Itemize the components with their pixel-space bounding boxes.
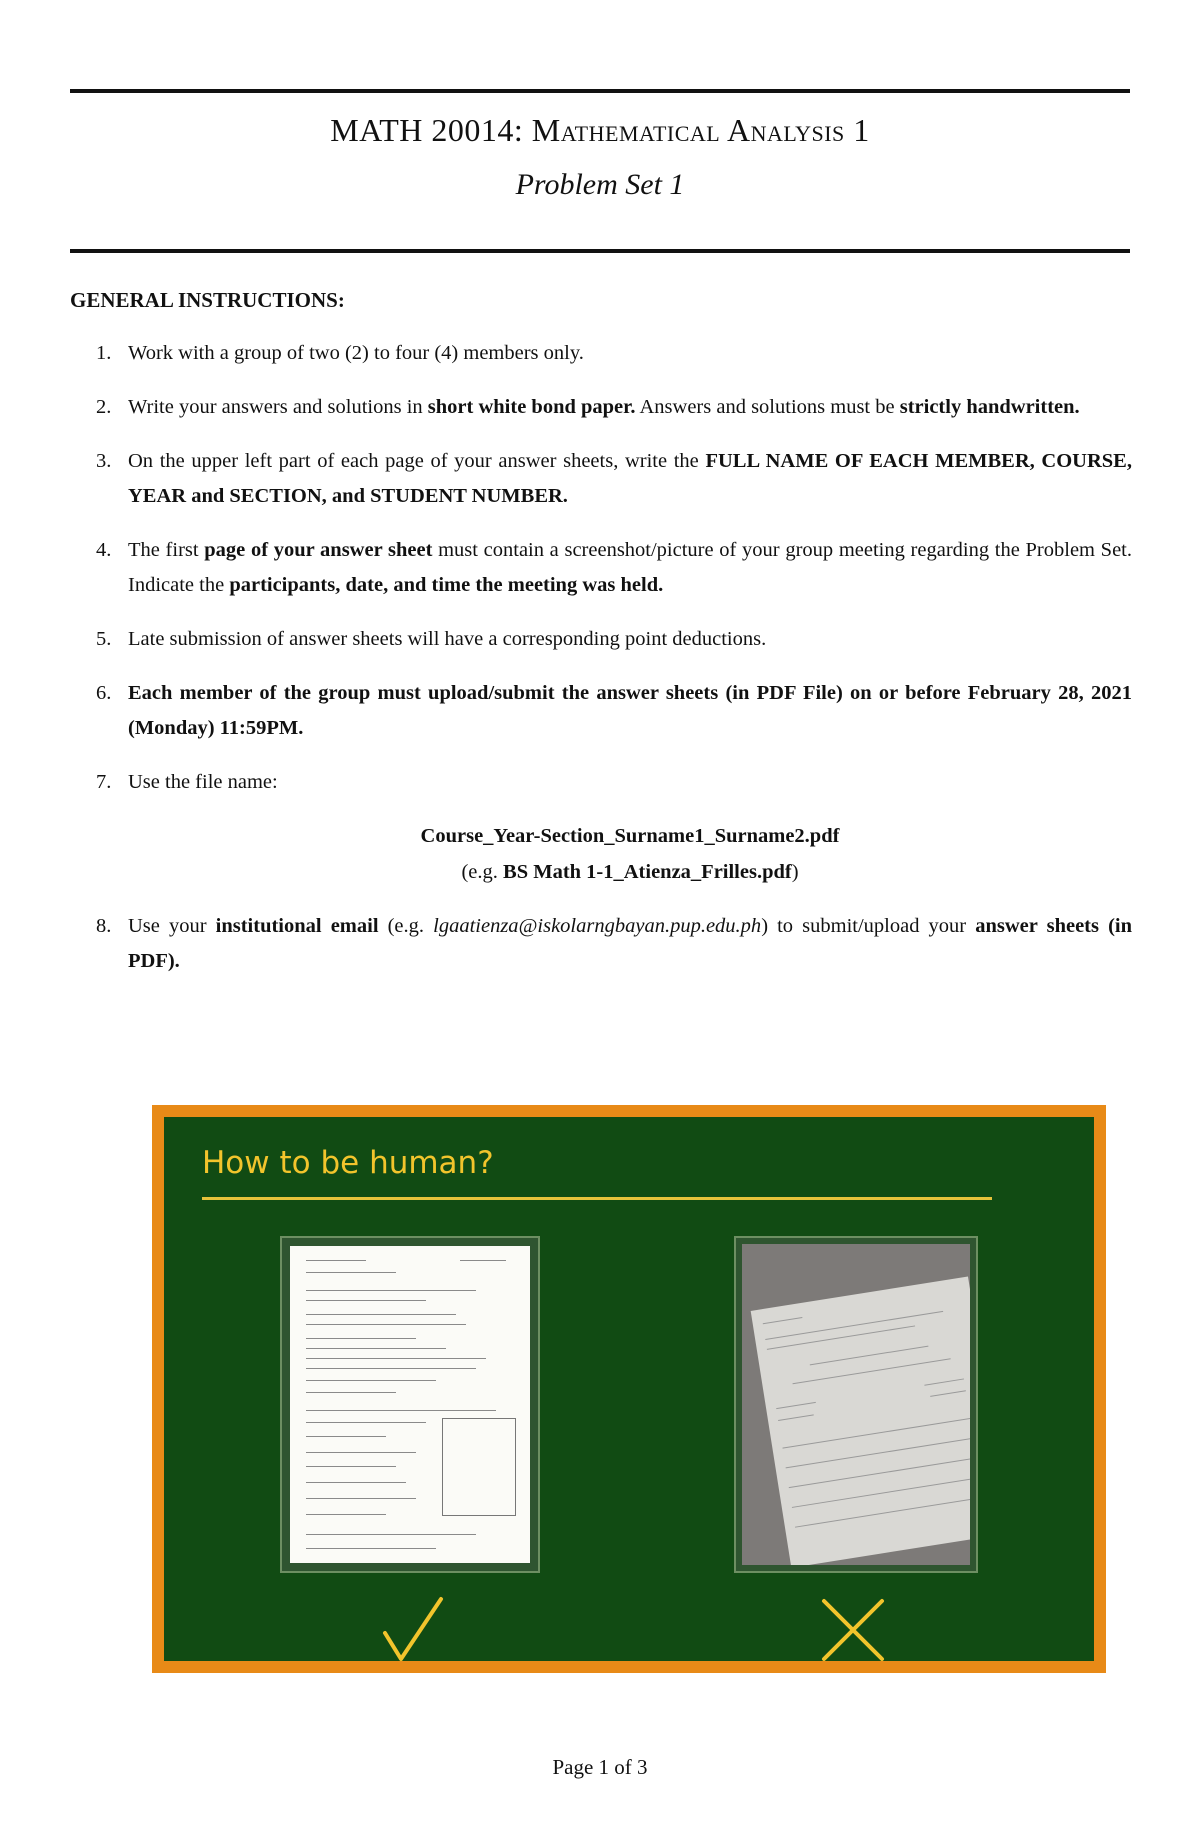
check-mark-icon bbox=[379, 1595, 449, 1665]
filename-example: (e.g. BS Math 1-1_Atienza_Frilles.pdf) bbox=[461, 861, 799, 883]
instruction-item-8: 8. Use your institutional email (e.g. lgaatienza@iskolarngbayan.pup.edu.ph) to submit/upload your answer sheets (in PDF). bbox=[96, 915, 1132, 972]
page-number: Page 1 of 3 bbox=[552, 1755, 648, 1779]
filename-template: Course_Year-Section_Surname1_Surname2.pdf bbox=[420, 825, 840, 847]
course-code: MATH 20014: bbox=[330, 112, 524, 148]
page-subtitle: Problem Set 1 bbox=[515, 168, 685, 201]
chalkboard-figure bbox=[152, 1105, 1106, 1673]
instruction-item-6: 6. Each member of the group must upload/submit the answer sheets (in PDF File) on or before February 28, 2021 (Monday) 11:59PM. bbox=[96, 682, 1132, 739]
title-underline bbox=[202, 1197, 992, 1200]
chalkboard bbox=[164, 1117, 1094, 1661]
page-title bbox=[0, 112, 1200, 149]
scanned-answer-sheet bbox=[290, 1246, 530, 1563]
instruction-item-4: 4. The first page of your answer sheet must contain a screenshot/picture of your group meeting regarding the Problem Set. Indicate the participants, date, and time the meeting was held. bbox=[96, 539, 1132, 596]
filename-format bbox=[128, 818, 1132, 890]
top-rule bbox=[70, 89, 1130, 93]
course-name: Mathematical Analysis 1 bbox=[531, 112, 870, 148]
email-example: lgaatienza@iskolarngbayan.pup.edu.ph bbox=[433, 915, 762, 937]
header-rule bbox=[70, 249, 1130, 253]
instruction-item-2: 2. Write your answers and solutions in short white bond paper. Answers and solutions must be strictly handwritten. bbox=[96, 396, 1080, 418]
instructions-list bbox=[70, 336, 1132, 998]
bad-example-photo bbox=[734, 1236, 978, 1573]
instruction-item-1: 1. Work with a group of two (2) to four (4) members only. bbox=[96, 342, 584, 364]
x-mark-icon bbox=[818, 1595, 888, 1665]
figure-title: How to be human? bbox=[202, 1145, 494, 1181]
instruction-item-3: 3. On the upper left part of each page of your answer sheets, write the FULL NAME OF EACH MEMBER, COURSE, YEAR and SECTION, and STUDENT NUMBER. bbox=[96, 450, 1132, 507]
instruction-item-7: 7. Use the file name: Course_Year-Section_Surname1_Surname2.pdf (e.g. BS Math 1-1_Atienza_Frilles.pdf) bbox=[70, 765, 1132, 890]
instructions-heading: GENERAL INSTRUCTIONS: bbox=[70, 288, 345, 312]
good-example-scan bbox=[280, 1236, 540, 1573]
angled-photo-of-paper bbox=[742, 1244, 970, 1565]
instruction-item-5: 5. Late submission of answer sheets will have a corresponding point deductions. bbox=[96, 628, 767, 650]
